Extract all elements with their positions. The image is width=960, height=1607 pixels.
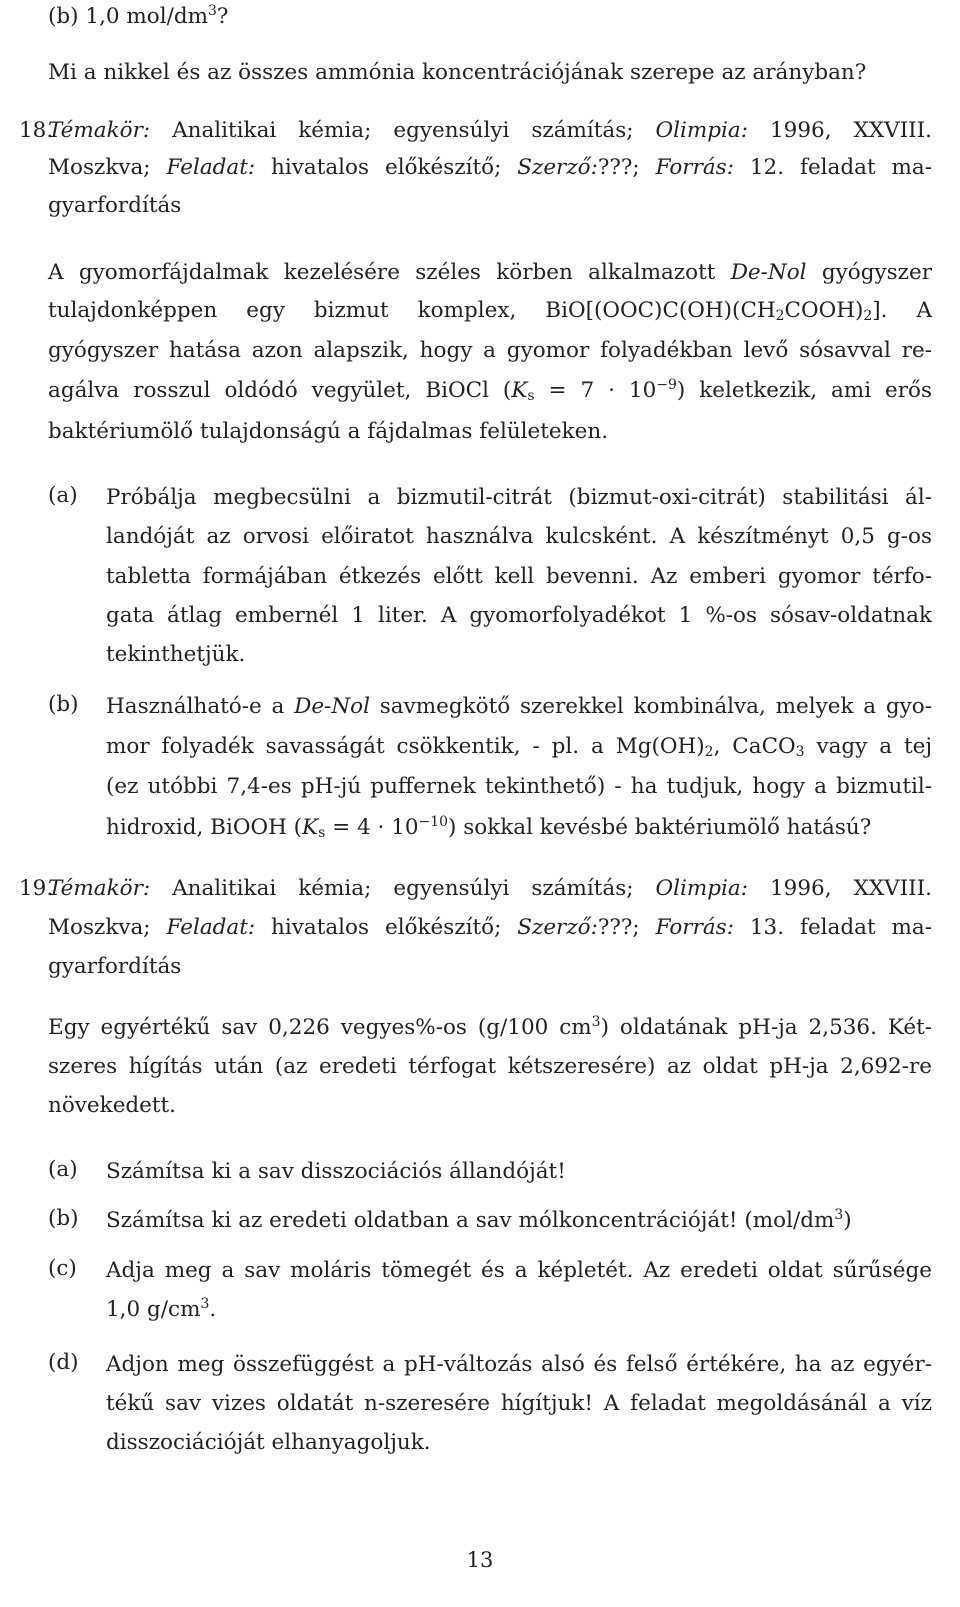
header-key: Forrás: [655,155,734,180]
item-label: (b) [48,1206,79,1231]
body-line [48,1014,932,1040]
subitem-line [106,734,932,759]
header-value: 13. feladat ma- [733,915,932,940]
body-text: COOH) [784,298,864,323]
subitem-line: Próbálja megbecsülni a bizmutil-citrát (bizmut-oxi-citrát) stabilitási ál- [106,485,932,510]
body-text: savmegkötő szerekkel kombinálva, melyek a gyo- [369,694,932,719]
superscript: 3 [200,1296,210,1313]
problem-header-line: gyarfordítás [48,954,182,979]
subitem-line: Számítsa ki a sav disszociációs állandóját! [106,1159,566,1184]
header-key: Forrás: [655,915,734,940]
header-key: Témakör: [48,876,151,901]
body-text: , CaCO [713,734,796,759]
problem-header-line [48,157,932,179]
header-value: Analitikai kémia; egyensúlyi számítás; [150,118,656,143]
subitem-line [106,1208,852,1233]
subitem-b [48,694,79,716]
body-text: gyógyszer [806,260,932,285]
item-label: (b) [48,692,79,717]
body-text: ) keletkezik, ami erős [676,378,933,403]
problem-number: 18. [19,118,54,143]
header-value: Moszkva; [48,155,167,180]
subitem-line: (ez utóbbi 7,4-es pH-jú puffernek tekinthető) - ha tudjuk, hogy a bizmutil- [106,774,932,799]
body-line: gyógyszer hatása azon alapszik, hogy a gyomor folyadékban levő sósavval re- [48,338,932,363]
body-text: 1,0 g/cm [106,1297,201,1322]
subitem-line: tékű sav vizes oldatát n-szeresére hígítjuk! A feladat megoldásánál a víz [106,1391,932,1416]
body-text: ]. A [872,298,932,323]
superscript: 3 [208,3,217,20]
header-value: hivatalos előkészítő; [255,155,518,180]
header-value: ???; [597,155,656,180]
subitem-line: tabletta formájában étkezés előtt kell bevenni. Az emberi gyomor térfo- [106,564,932,589]
item-label: (d) [48,1350,79,1375]
subitem-a [48,1159,78,1181]
item-text: ? [216,4,229,29]
superscript: 3 [591,1014,601,1031]
problem-header-line [48,917,932,939]
item-text: 1,0 mol/dm [85,4,209,29]
superscript: −10 [418,814,448,831]
body-line: baktériumölő tulajdonságú a fájdalmas felületeken. [48,419,609,444]
drug-name: De-Nol [294,694,370,719]
problem-header-line: gyarfordítás [48,193,182,218]
subscript: 2 [863,308,873,325]
body-text: = 7 · 10 [534,378,657,403]
subitem-line: disszociációját elhanyagoljuk. [106,1430,431,1455]
subitem-c [48,1258,77,1280]
math-symbol: K [511,378,528,403]
header-value: 12. feladat ma- [733,155,932,180]
header-key: Feladat: [166,155,256,180]
question-line: Mi a nikkel és az összes ammónia koncentrációjának szerepe az arányban? [48,60,867,85]
body-line [48,262,932,284]
item-label: (a) [48,1157,78,1182]
header-value: Moszkva; [48,915,167,940]
item-b-line [48,3,229,29]
header-key: Szerző: [517,155,598,180]
subitem-a [48,485,78,507]
header-key: Olimpia: [655,118,748,143]
body-text: vagy a tej [804,734,932,759]
subitem-d [48,1352,79,1374]
subscript: s [527,388,535,405]
body-line: szeres hígítás után (az eredeti térfogat kétszeresére) az oldat pH-ja 2,692-re [48,1054,932,1079]
subitem-line [106,815,871,840]
subitem-b [48,1208,79,1230]
subitem-line: Adjon meg összefüggést a pH-változás alsó és felső értékére, ha az egyér- [106,1352,932,1377]
body-text: Használható-e a [106,694,295,719]
header-key: Témakör: [48,118,151,143]
header-value: ???; [597,915,656,940]
body-text: . [209,1297,217,1322]
subscript: 2 [775,308,785,325]
problem-header-line [48,120,932,142]
header-value: Analitikai kémia; egyensúlyi számítás; [150,876,656,901]
body-line [48,298,932,325]
body-text: ) sokkal kevésbé baktériumölő hatású? [448,815,872,840]
subitem-line: landóját az orvosi előiratot használva kulcsként. A készítményt 0,5 g-os [106,524,932,549]
subitem-line: tekinthetjük. [106,642,246,667]
subitem-line: Adja meg a sav moláris tömegét és a képletét. Az eredeti oldat sűrűsége [106,1258,932,1283]
body-line [48,377,933,405]
body-text: A gyomorfájdalmak kezelésére széles körben alkalmazott [48,260,731,285]
header-key: Olimpia: [655,876,748,901]
subitem-line [106,694,932,719]
subscript: 2 [704,744,714,761]
header-key: Feladat: [166,915,256,940]
body-text: agálva rosszul oldódó vegyület, BiOCl ( [48,378,512,403]
header-value: 1996, XXVIII. [748,118,933,143]
body-text: = 4 · 10 [325,815,419,840]
item-label: (a) [48,483,78,508]
header-value: 1996, XXVIII. [748,876,933,901]
header-key: Szerző: [517,915,598,940]
header-value: hivatalos előkészítő; [255,915,518,940]
problem-number: 19. [19,876,54,901]
page-number: 13 [466,1548,494,1572]
body-text: hidroxid, BiOOH ( [106,815,303,840]
subscript: 3 [795,744,805,761]
subitem-line [106,1297,216,1322]
body-text: ) [843,1208,852,1233]
math-symbol: K [302,815,319,840]
superscript: −9 [656,377,677,394]
superscript: 3 [834,1207,844,1224]
body-line: növekedett. [48,1093,177,1118]
drug-name: De-Nol [730,260,807,285]
problem-header-line [48,878,932,900]
subscript: s [318,825,326,842]
body-text: Számítsa ki az eredeti oldatban a sav mólkoncentrációját! (mol/dm [106,1208,835,1233]
body-text: mor folyadék savasságát csökkentik, - pl. a Mg(OH) [106,734,705,759]
subitem-line: gata átlag embernél 1 liter. A gyomorfolyadékot 1 %-os sósav-oldatnak [106,603,932,628]
body-text: tulajdonképpen egy bizmut komplex, BiO[(OOC)C(OH)(CH [48,298,776,323]
item-label: (b) [48,4,79,29]
item-label: (c) [48,1256,77,1281]
body-text: Egy egyértékű sav 0,226 vegyes%-os (g/100 cm [48,1015,592,1040]
body-text: ) oldatának pH-ja 2,536. Két- [600,1015,932,1040]
